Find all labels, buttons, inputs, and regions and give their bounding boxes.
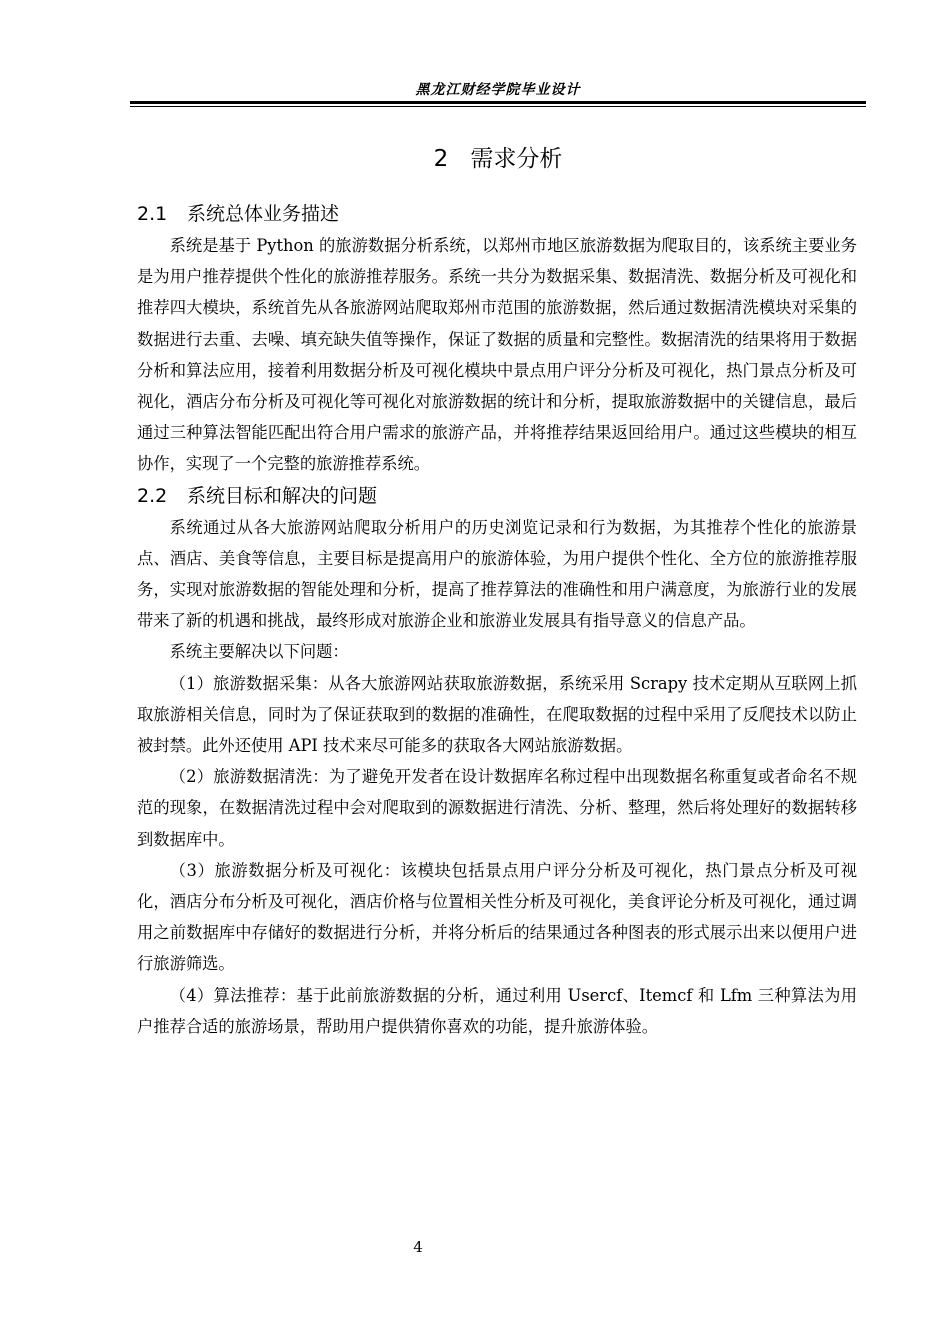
body-paragraph: 系统主要解决以下问题： [169, 642, 349, 662]
section-heading [137, 480, 857, 512]
body-paragraph: 系统是基于 Python 的旅游数据分析系统，以郑州市地区旅游数据为爬取目的，该系统主要业务是为用户推荐提供个性化的旅游推荐服务。系统一共分为数据采集、数据清洗、数据分析及可视化和推荐四大模块，系统首先从各旅游网站爬取郑州市范围的旅游数据，然后通过数据清洗模块对采集的数据进行去重、去噪、填充缺失值等操作，保证了数据的质量和完整性。数据清洗的结果将用于数据分析和算法应用，接着利用数据分析及可视化模块中景点用户评分分析及可视化，热门景点分析及可视化，酒店分布分析及可视化等可视化对旅游数据的统计和分析，提取旅游数据中的关键信息，最后通过三种算法智能匹配出符合用户需求的旅游产品，并将推荐结果返回给用户。通过这些模块的相互协作，实现了一个完整的旅游推荐系统。 [137, 236, 857, 474]
section-number: 2.1 [137, 203, 168, 225]
header-rule [130, 101, 866, 104]
header-rule-thin [130, 106, 866, 107]
list-item-paragraph: （4）算法推荐：基于此前旅游数据的分析，通过利用 Usercf、Itemcf 和 Lfm 三种算法为用户推荐合适的旅游场景，帮助用户提供猜你喜欢的功能，提升旅游体验。 [137, 985, 857, 1036]
list-item-paragraph: （3）旅游数据分析及可视化：该模块包括景点用户评分分析及可视化，热门景点分析及可视化，酒店分布分析及可视化，酒店价格与位置相关性分析及可视化，美食评论分析及可视化，通过调用之前数据库中存储好的数据进行分析，并将分析后的结果通过各种图表的形式展示出来以便用户进行旅游筛选。 [137, 860, 857, 974]
main-content [137, 198, 857, 1042]
section-title: 系统目标和解决的问题 [187, 484, 378, 507]
section-number: 2.2 [137, 484, 168, 507]
body-paragraph: 系统通过从各大旅游网站爬取分析用户的历史浏览记录和行为数据，为其推荐个性化的旅游景点、酒店、美食等信息，主要目标是提高用户的旅游体验，为用户提供个性化、全方位的旅游推荐服务，实现对旅游数据的智能处理和分析，提高了推荐算法的准确性和用户满意度，为旅游行业的发展带来了新的机遇和挑战，最终形成对旅游企业和旅游业发展具有指导意义的信息产品。 [137, 517, 857, 631]
section-title: 系统总体业务描述 [187, 203, 340, 225]
running-header: 黑龙江财经学院毕业设计 [415, 82, 581, 98]
section-heading [137, 198, 857, 230]
list-item-paragraph: （1）旅游数据采集：从各大旅游网站获取旅游数据，系统采用 Scrapy 技术定期从互联网上抓取旅游相关信息，同时为了保证获取到的数据的准确性，在爬取数据的过程中采用了反爬技术以防止被封禁。此外还使用 API 技术来尽可能多的获取各大网站旅游数据。 [137, 673, 857, 756]
chapter-title [0, 140, 950, 173]
chapter-number: 2 [433, 146, 449, 172]
list-item-paragraph: （2）旅游数据清洗：为了避免开发者在设计数据库名称过程中出现数据名称重复或者命名不规范的现象，在数据清洗过程中会对爬取到的源数据进行清洗、分析、整理，然后将处理好的数据转移到数据库中。 [137, 767, 857, 849]
chapter-title-text: 需求分析 [470, 146, 563, 172]
page-number: 4 [413, 1238, 423, 1256]
